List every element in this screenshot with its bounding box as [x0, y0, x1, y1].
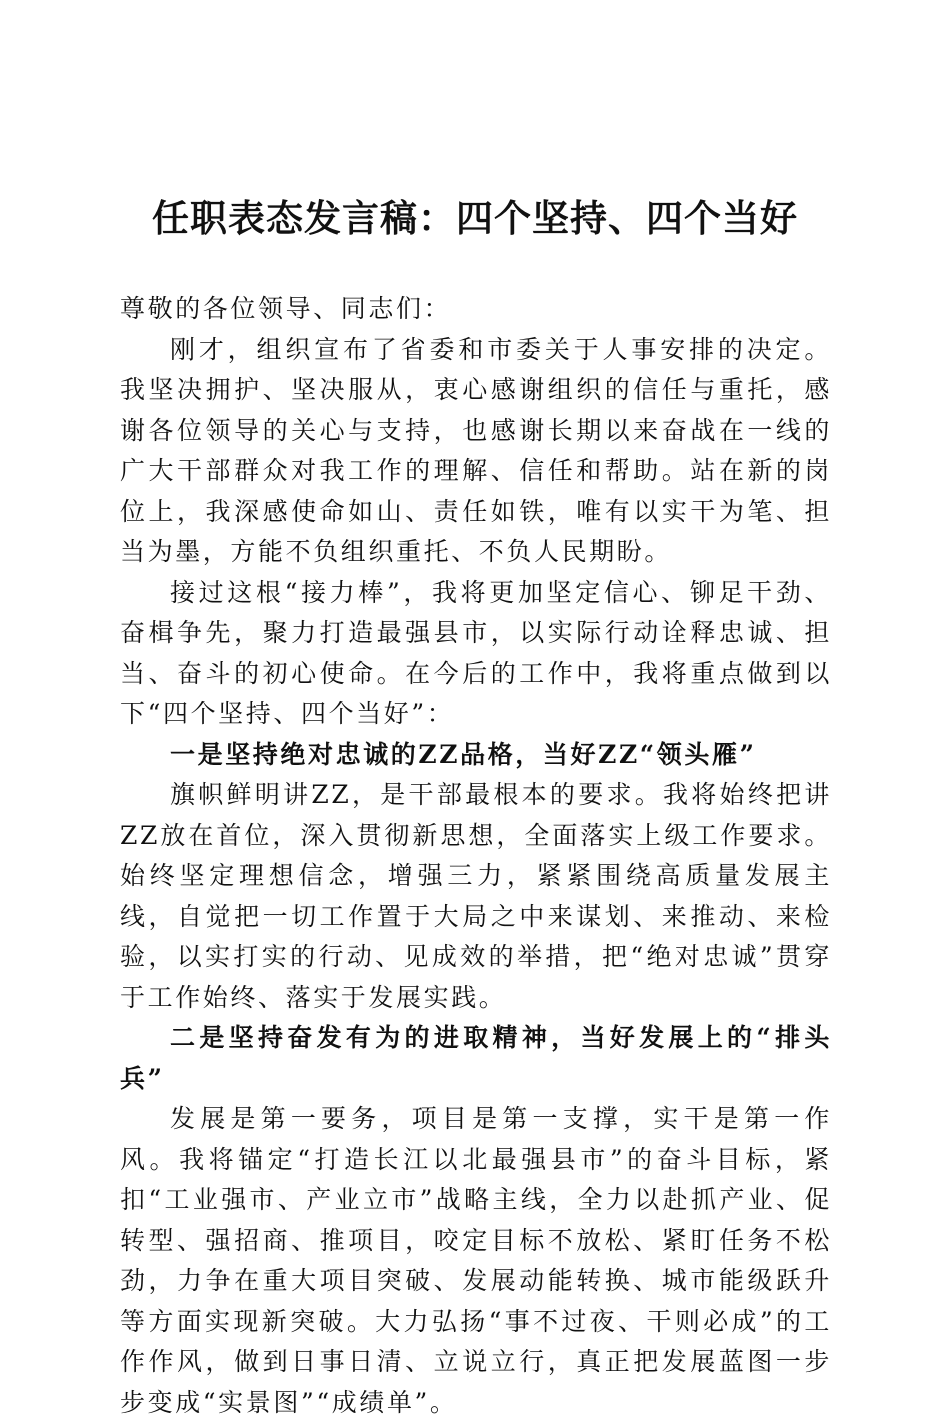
document-title: 任职表态发言稿：四个坚持、四个当好: [152, 196, 798, 240]
section-text-1: 旗帜鲜明讲ZZ，是干部最根本的要求。我将始终把讲ZZ放在首位，深入贯彻新思想，全面落实上级工作要求。始终坚定理想信念，增强三力，紧紧围绕高质量发展主线，自觉把一切工作置于大局之中来谋划、来推动、来检验，以实打实的行动、见成效的举措，把“绝对忠诚”贯穿于工作始终、落实于发展实践。: [120, 780, 832, 1012]
salutation: 尊敬的各位领导、同志们：: [120, 294, 452, 323]
section-heading-2: 二是坚持奋发有为的进取精神，当好发展上的“排头兵”: [120, 1023, 832, 1093]
document-body: [120, 289, 832, 1423]
section-heading-1: 一是坚持绝对忠诚的ZZ品格，当好ZZ“领头雁”: [170, 739, 757, 769]
section-text-2: 发展是第一要务，项目是第一支撑，实干是第一作风。我将锚定“打造长江以北最强县市”的奋斗目标，紧扣“工业强市、产业立市”战略主线，全力以赴抓产业、促转型、强招商、推项目，咬定目标不放松、紧盯任务不松劲，力争在重大项目突破、发展动能转换、城市能级跃升等方面实现新突破。大力弘扬“事不过夜、干则必成”的工作作风，做到日事日清、立说立行，真正把发展蓝图一步步变成“实景图”“成绩单”。: [120, 1104, 832, 1417]
intro-paragraph: 刚才，组织宣布了省委和市委关于人事安排的决定。我坚决拥护、坚决服从，衷心感谢组织的信任与重托，感谢各位领导的关心与支持，也感谢长期以来奋战在一线的广大干部群众对我工作的理解、信任和帮助。站在新的岗位上，我深感使命如山、责任如铁，唯有以实干为笔、担当为墨，方能不负组织重托、不负人民期盼。: [120, 334, 832, 566]
commitment-paragraph: 接过这根“接力棒”，我将更加坚定信心、铆足干劲、奋楫争先，聚力打造最强县市，以实际行动诠释忠诚、担当、奋斗的初心使命。在今后的工作中，我将重点做到以下“四个坚持、四个当好”：: [120, 577, 832, 728]
